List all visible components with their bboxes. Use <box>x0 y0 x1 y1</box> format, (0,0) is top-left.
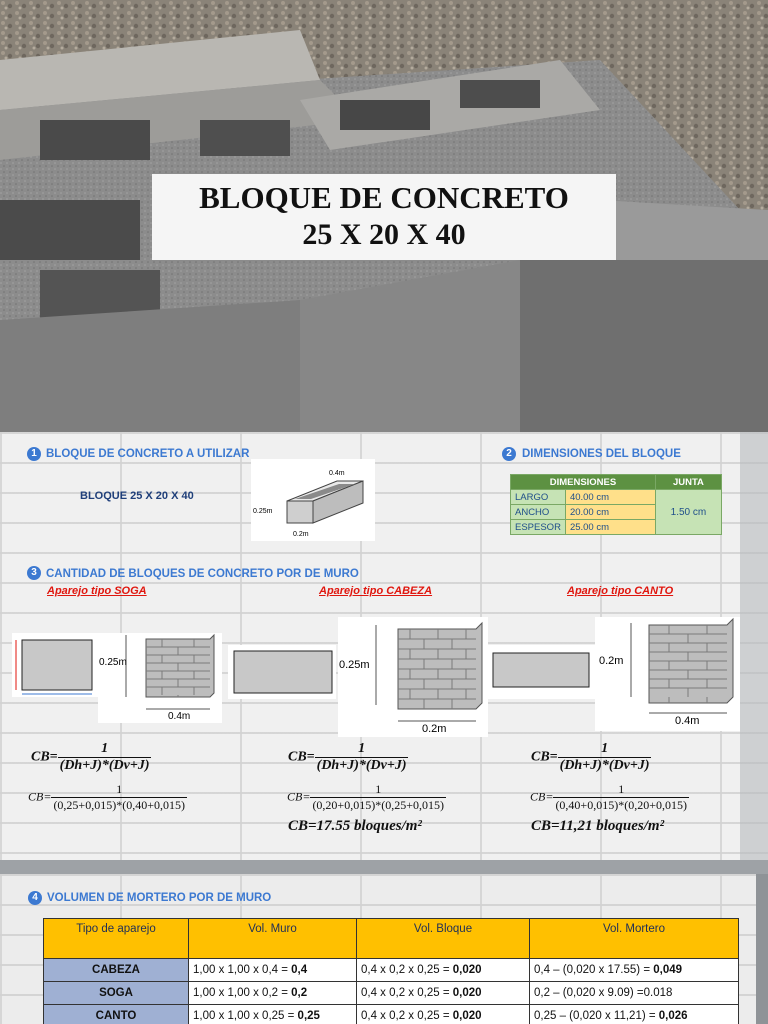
dim-row-label: ESPESOR <box>511 520 566 535</box>
dim-row-value: 40.00 cm <box>565 490 655 505</box>
tipo-cell: CABEZA <box>44 959 189 982</box>
table-header: Tipo de aparejo <box>44 919 189 959</box>
numeric-formula-soga: CB= $\frac{1}{(0,25+0,015)*(0,40+0,015)}$ <box>28 782 185 812</box>
vol-mortero-cell: 0,2 – (0,020 x 9.09) =0.018 <box>530 982 739 1005</box>
brick-wall-icon <box>338 617 488 737</box>
section-number-3: 3 <box>27 566 41 580</box>
block-3d-icon <box>251 459 375 541</box>
block-label: BLOQUE 25 X 20 X 40 <box>80 490 194 502</box>
canto-wall-diagram <box>595 617 740 731</box>
result-cabeza: CB=17.55 bloques/m² <box>288 818 422 834</box>
section-number-4: 4 <box>28 891 42 905</box>
dim-height-label: 0.25m <box>253 508 273 515</box>
section-title-3: CANTIDAD DE BLOQUES DE CONCRETO POR DE MURO <box>46 568 359 580</box>
dim-row-label: ANCHO <box>511 505 566 520</box>
formula-canto: CB= $\frac{1}{(Dh+J)*(Dv+J)}$ <box>531 741 650 773</box>
dim-width-label: 0.2m <box>293 531 309 538</box>
soga-dim-v: 0.25m <box>99 657 127 668</box>
section-number-2: 2 <box>502 447 516 461</box>
wall-edge <box>756 874 768 1024</box>
cabeza-dim-v: 0.25m <box>339 659 370 671</box>
vol-bloque-cell: 0,4 x 0,2 x 0,25 = 0,020 <box>357 959 530 982</box>
formula-soga: CB= $\frac{1}{(Dh+J)*(Dv+J)}$ <box>31 741 150 773</box>
block-face-icon <box>487 645 595 699</box>
vol-muro-cell: 1,00 x 1,00 x 0,2 = 0,2 <box>189 982 357 1005</box>
cabeza-face-diagram <box>228 645 336 699</box>
dimensions-table <box>510 474 722 535</box>
divider-strip <box>0 860 768 874</box>
table-row <box>44 959 739 982</box>
aparejo-title-soga: Aparejo tipo SOGA <box>47 585 147 597</box>
canto-dim-v: 0.2m <box>599 655 624 667</box>
cabeza-wall-diagram <box>338 617 488 737</box>
dim-row-value: 20.00 cm <box>565 505 655 520</box>
soga-wall-diagram <box>98 633 222 723</box>
vol-mortero-cell: 0,4 – (0,020 x 17.55) = 0,049 <box>530 959 739 982</box>
numeric-formula-cabeza: CB= $\frac{1}{(0,20+0,015)*(0,25+0,015)}$ <box>287 782 444 812</box>
brick-wall-icon <box>98 633 222 723</box>
table-header: Vol. Muro <box>189 919 357 959</box>
result-canto: CB=11,21 bloques/m² <box>531 818 665 834</box>
table-header: DIMENSIONES <box>511 475 656 490</box>
title-box <box>152 174 616 260</box>
canto-dim-h: 0.4m <box>675 715 700 727</box>
page-title: BLOQUE DE CONCRETO <box>199 180 569 215</box>
vol-muro-cell: 1,00 x 1,00 x 0,25 = 0,25 <box>189 1005 357 1024</box>
table-row <box>44 982 739 1005</box>
table-header: JUNTA <box>655 475 721 490</box>
block-face-icon <box>228 645 336 699</box>
junta-value: 1.50 cm <box>655 490 721 535</box>
numeric-formula-canto: CB= $\frac{1}{(0,40+0,015)*(0,20+0,015)}$ <box>530 782 687 812</box>
wall-edge <box>740 432 768 860</box>
aparejo-title-cabeza: Aparejo tipo CABEZA <box>319 585 433 597</box>
table-row <box>44 1005 739 1024</box>
page-subtitle: 25 X 20 X 40 <box>302 218 466 251</box>
block-diagram <box>251 459 375 541</box>
brick-wall-icon <box>595 617 740 731</box>
tipo-cell: SOGA <box>44 982 189 1005</box>
block-face-icon <box>12 633 98 697</box>
section-title-1: BLOQUE DE CONCRETO A UTILIZAR <box>46 448 250 460</box>
aparejo-title-canto: Aparejo tipo CANTO <box>567 585 674 597</box>
section-number-1: 1 <box>27 447 41 461</box>
dim-row-label: LARGO <box>511 490 566 505</box>
dim-length-label: 0.4m <box>329 470 345 477</box>
tipo-cell: CANTO <box>44 1005 189 1024</box>
section-title-4: VOLUMEN DE MORTERO POR DE MURO <box>47 892 272 904</box>
cabeza-dim-h: 0.2m <box>422 723 447 735</box>
dim-row-value: 25.00 cm <box>565 520 655 535</box>
soga-dim-h: 0.4m <box>168 711 191 722</box>
canto-face-diagram <box>487 645 595 699</box>
table-header: Vol. Bloque <box>357 919 530 959</box>
section-title-2: DIMENSIONES DEL BLOQUE <box>522 448 681 460</box>
mortar-volume-table <box>43 918 739 1024</box>
hero-photo <box>0 0 768 432</box>
vol-muro-cell: 1,00 x 1,00 x 0,4 = 0,4 <box>189 959 357 982</box>
vol-mortero-cell: 0,25 – (0,020 x 11,21) = 0,026 <box>530 1005 739 1024</box>
vol-bloque-cell: 0,4 x 0,2 x 0,25 = 0,020 <box>357 1005 530 1024</box>
soga-face-diagram <box>12 633 98 697</box>
table-header: Vol. Mortero <box>530 919 739 959</box>
vol-bloque-cell: 0,4 x 0,2 x 0,25 = 0,020 <box>357 982 530 1005</box>
formula-cabeza: CB= $\frac{1}{(Dh+J)*(Dv+J)}$ <box>288 741 407 773</box>
